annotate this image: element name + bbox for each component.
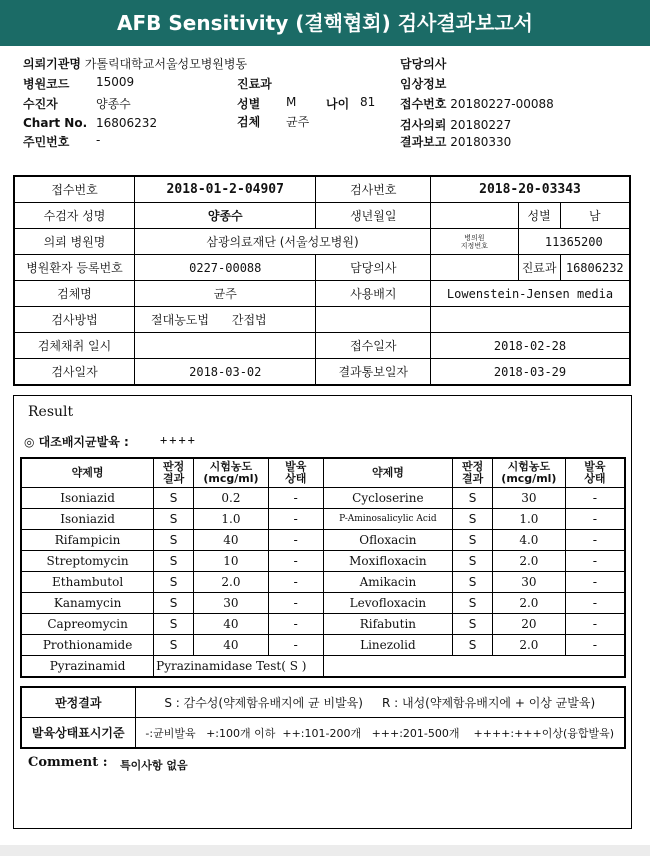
col-judge-right: 판정 결과 xyxy=(453,458,493,488)
table-row xyxy=(21,572,625,593)
drug-result: S xyxy=(453,572,493,593)
result-title: Result xyxy=(28,404,74,420)
reg-no-value: 0227-00088 xyxy=(135,255,316,281)
drug-result: S xyxy=(154,488,194,509)
report-title: AFB Sensitivity (결핵협회) 검사결과보고서 xyxy=(0,0,650,46)
drug-result: S xyxy=(453,551,493,572)
col-drug-right: 약제명 xyxy=(323,458,453,488)
drug-name: Linezolid xyxy=(323,635,453,656)
hospital-label: 의뢰 병원명 xyxy=(14,229,135,255)
drug-growth: - xyxy=(565,509,625,530)
drug-growth: - xyxy=(268,593,323,614)
header-department: 진료과 xyxy=(237,77,272,91)
drug-result: S xyxy=(154,572,194,593)
birth-value xyxy=(431,203,519,229)
drug-growth: - xyxy=(268,551,323,572)
specimen-label: 검체명 xyxy=(14,281,135,307)
drug-result: S xyxy=(154,551,194,572)
drug-growth: - xyxy=(268,488,323,509)
drug-growth: - xyxy=(565,635,625,656)
method-label: 검사방법 xyxy=(14,307,135,333)
header-chart-no: Chart No. xyxy=(23,116,88,130)
drug-conc: 1.0 xyxy=(492,509,565,530)
patient-name-value: 양종수 xyxy=(135,203,316,229)
table-row xyxy=(21,509,625,530)
header-patient-value: 양종수 xyxy=(96,97,131,111)
drug-name: Ofloxacin xyxy=(323,530,453,551)
drug-growth: - xyxy=(268,530,323,551)
receipt-no-value: 2018-01-2-04907 xyxy=(135,176,316,203)
table-row xyxy=(21,488,625,509)
doctor-label: 담당의사 xyxy=(316,255,431,281)
info-table xyxy=(13,175,631,386)
header-doctor: 담당의사 xyxy=(400,57,447,71)
header-hospital-name: 의뢰기관명 가톨릭대학교서울성모병원병동 xyxy=(23,57,248,71)
drug-conc: 2.0 xyxy=(492,551,565,572)
drug-conc: 40 xyxy=(193,530,268,551)
drug-result: S xyxy=(453,488,493,509)
doctor-value xyxy=(431,255,519,281)
drug-growth: - xyxy=(565,488,625,509)
drug-name: Levofloxacin xyxy=(323,593,453,614)
header-resident-no: 주민번호 xyxy=(23,135,70,149)
receipt-no-label: 접수번호 xyxy=(14,176,135,203)
growth-legend-label: 발육상태표시기준 xyxy=(21,718,135,749)
drug-result: S xyxy=(154,635,194,656)
drug-name: Prothionamide xyxy=(21,635,154,656)
drug-conc: 40 xyxy=(193,635,268,656)
drug-name: P-Aminosalicylic Acid xyxy=(323,509,453,530)
designated-no-value: 11365200 xyxy=(518,229,630,255)
dept-label: 진료과 xyxy=(518,255,560,281)
drug-conc: 0.2 xyxy=(193,488,268,509)
drug-result: S xyxy=(154,614,194,635)
drug-conc: 4.0 xyxy=(492,530,565,551)
medium-label: 사용배지 xyxy=(316,281,431,307)
table-row xyxy=(21,551,625,572)
designated-no-label: 병의원 지정번호 xyxy=(431,229,519,255)
drug-growth: - xyxy=(565,530,625,551)
table-row xyxy=(21,593,625,614)
drug-name: Kanamycin xyxy=(21,593,154,614)
drug-conc: 30 xyxy=(193,593,268,614)
specimen-value: 균주 xyxy=(135,281,316,307)
header-specimen: 검체 xyxy=(237,115,261,129)
header-resident-no-value: - xyxy=(96,133,101,147)
test-date-value: 2018-03-02 xyxy=(135,359,316,386)
medium-value: Lowenstein-Jensen media xyxy=(431,281,630,307)
header-age: 나이 xyxy=(326,97,350,111)
pza-drug: Pyrazinamid xyxy=(21,656,154,678)
header-hospital-code: 병원코드 xyxy=(23,77,70,91)
drug-name: Moxifloxacin xyxy=(323,551,453,572)
header-age-value: 81 xyxy=(360,95,376,109)
birth-label: 생년월일 xyxy=(316,203,431,229)
drug-growth: - xyxy=(268,509,323,530)
drug-result: S xyxy=(453,530,493,551)
drug-result: S xyxy=(453,614,493,635)
header-clinical-info: 임상정보 xyxy=(400,77,447,91)
receipt-date-label: 접수일자 xyxy=(316,333,431,359)
header-receipt-no: 접수번호 20180227-00088 xyxy=(400,97,554,111)
drug-growth: - xyxy=(268,614,323,635)
header-result-report: 결과보고 20180330 xyxy=(400,135,512,149)
report-date-value: 2018-03-29 xyxy=(431,359,630,386)
drug-conc: 20 xyxy=(492,614,565,635)
patient-name-label: 수검자 성명 xyxy=(14,203,135,229)
col-conc: 시험농도 (mcg/ml) xyxy=(193,458,268,488)
drug-conc: 30 xyxy=(492,488,565,509)
drug-conc: 2.0 xyxy=(492,635,565,656)
drug-name: Cycloserine xyxy=(323,488,453,509)
comment-value: 특이사항 없음 xyxy=(120,759,188,772)
sex-value: 남 xyxy=(560,203,630,229)
method-empty-1 xyxy=(316,307,431,333)
drug-result: S xyxy=(154,509,194,530)
drug-growth: - xyxy=(565,572,625,593)
dept-value: 16806232 xyxy=(560,255,630,281)
drug-result: S xyxy=(453,509,493,530)
reg-no-label: 병원환자 등록번호 xyxy=(14,255,135,281)
page-bottom-strip xyxy=(0,845,650,856)
drug-growth: - xyxy=(268,572,323,593)
drug-name: Ethambutol xyxy=(21,572,154,593)
table-row xyxy=(21,530,625,551)
drug-conc: 10 xyxy=(193,551,268,572)
judge-legend-value: S : 감수성(약제함유배지에 균 비발육) R : 내성(약제함유배지에 + 이상 균발육) xyxy=(135,687,625,718)
pza-value: Pyrazinamidase Test( S ) xyxy=(154,656,323,678)
header-specimen-value: 균주 xyxy=(286,115,310,129)
growth-legend-value: -:균비발육 +:100개 이하 ++:101-200개 +++:201-500개 ++++:+++이상(융합발육) xyxy=(135,718,625,749)
drug-name: Streptomycin xyxy=(21,551,154,572)
report-date-label: 결과통보일자 xyxy=(316,359,431,386)
drug-conc: 2.0 xyxy=(492,593,565,614)
drug-name: Rifampicin xyxy=(21,530,154,551)
sex-label: 성별 xyxy=(518,203,560,229)
drug-result: S xyxy=(154,593,194,614)
drug-name: Amikacin xyxy=(323,572,453,593)
judge-legend-label: 판정결과 xyxy=(21,687,135,718)
drug-conc: 2.0 xyxy=(193,572,268,593)
legend-table xyxy=(20,686,626,749)
method-empty-2 xyxy=(431,307,630,333)
drug-name: Capreomycin xyxy=(21,614,154,635)
drug-rows xyxy=(21,488,625,656)
col-growth-right: 발육 상태 xyxy=(565,458,625,488)
col-judge: 판정 결과 xyxy=(154,458,194,488)
drug-growth: - xyxy=(565,551,625,572)
header-sex-value: M xyxy=(286,95,297,109)
drug-conc: 30 xyxy=(492,572,565,593)
test-date-label: 검사일자 xyxy=(14,359,135,386)
receipt-date-value: 2018-02-28 xyxy=(431,333,630,359)
control-growth-value: ++++ xyxy=(160,433,197,447)
hospital-value: 삼광의료재단 (서울성모병원) xyxy=(135,229,431,255)
header-hospital-code-value: 15009 xyxy=(96,75,135,89)
col-drug: 약제명 xyxy=(21,458,154,488)
table-row xyxy=(21,614,625,635)
drug-result: S xyxy=(453,635,493,656)
method-value: 절대농도법 간접법 xyxy=(135,307,316,333)
drug-name: Rifabutin xyxy=(323,614,453,635)
header-chart-no-value: 16806232 xyxy=(96,116,158,130)
drug-growth: - xyxy=(268,635,323,656)
col-growth: 발육 상태 xyxy=(268,458,323,488)
test-no-value: 2018-20-03343 xyxy=(431,176,630,203)
table-row xyxy=(21,635,625,656)
header-sex: 성별 xyxy=(237,97,261,111)
header-test-request: 검사의뢰 20180227 xyxy=(400,118,512,132)
drug-growth: - xyxy=(565,593,625,614)
drug-table xyxy=(20,457,626,678)
collect-label: 검체채취 일시 xyxy=(14,333,135,359)
drug-growth: - xyxy=(565,614,625,635)
drug-result: S xyxy=(154,530,194,551)
drug-name: Isoniazid xyxy=(21,488,154,509)
test-no-label: 검사번호 xyxy=(316,176,431,203)
comment-label: Comment : xyxy=(28,755,108,770)
drug-conc: 40 xyxy=(193,614,268,635)
drug-result: S xyxy=(453,593,493,614)
pza-empty xyxy=(323,656,625,678)
header-patient: 수진자 xyxy=(23,97,58,111)
drug-conc: 1.0 xyxy=(193,509,268,530)
drug-name: Isoniazid xyxy=(21,509,154,530)
collect-value xyxy=(135,333,316,359)
control-growth-label: ◎ 대조배지균발육 : xyxy=(24,435,129,449)
col-conc-right: 시험농도 (mcg/ml) xyxy=(492,458,565,488)
